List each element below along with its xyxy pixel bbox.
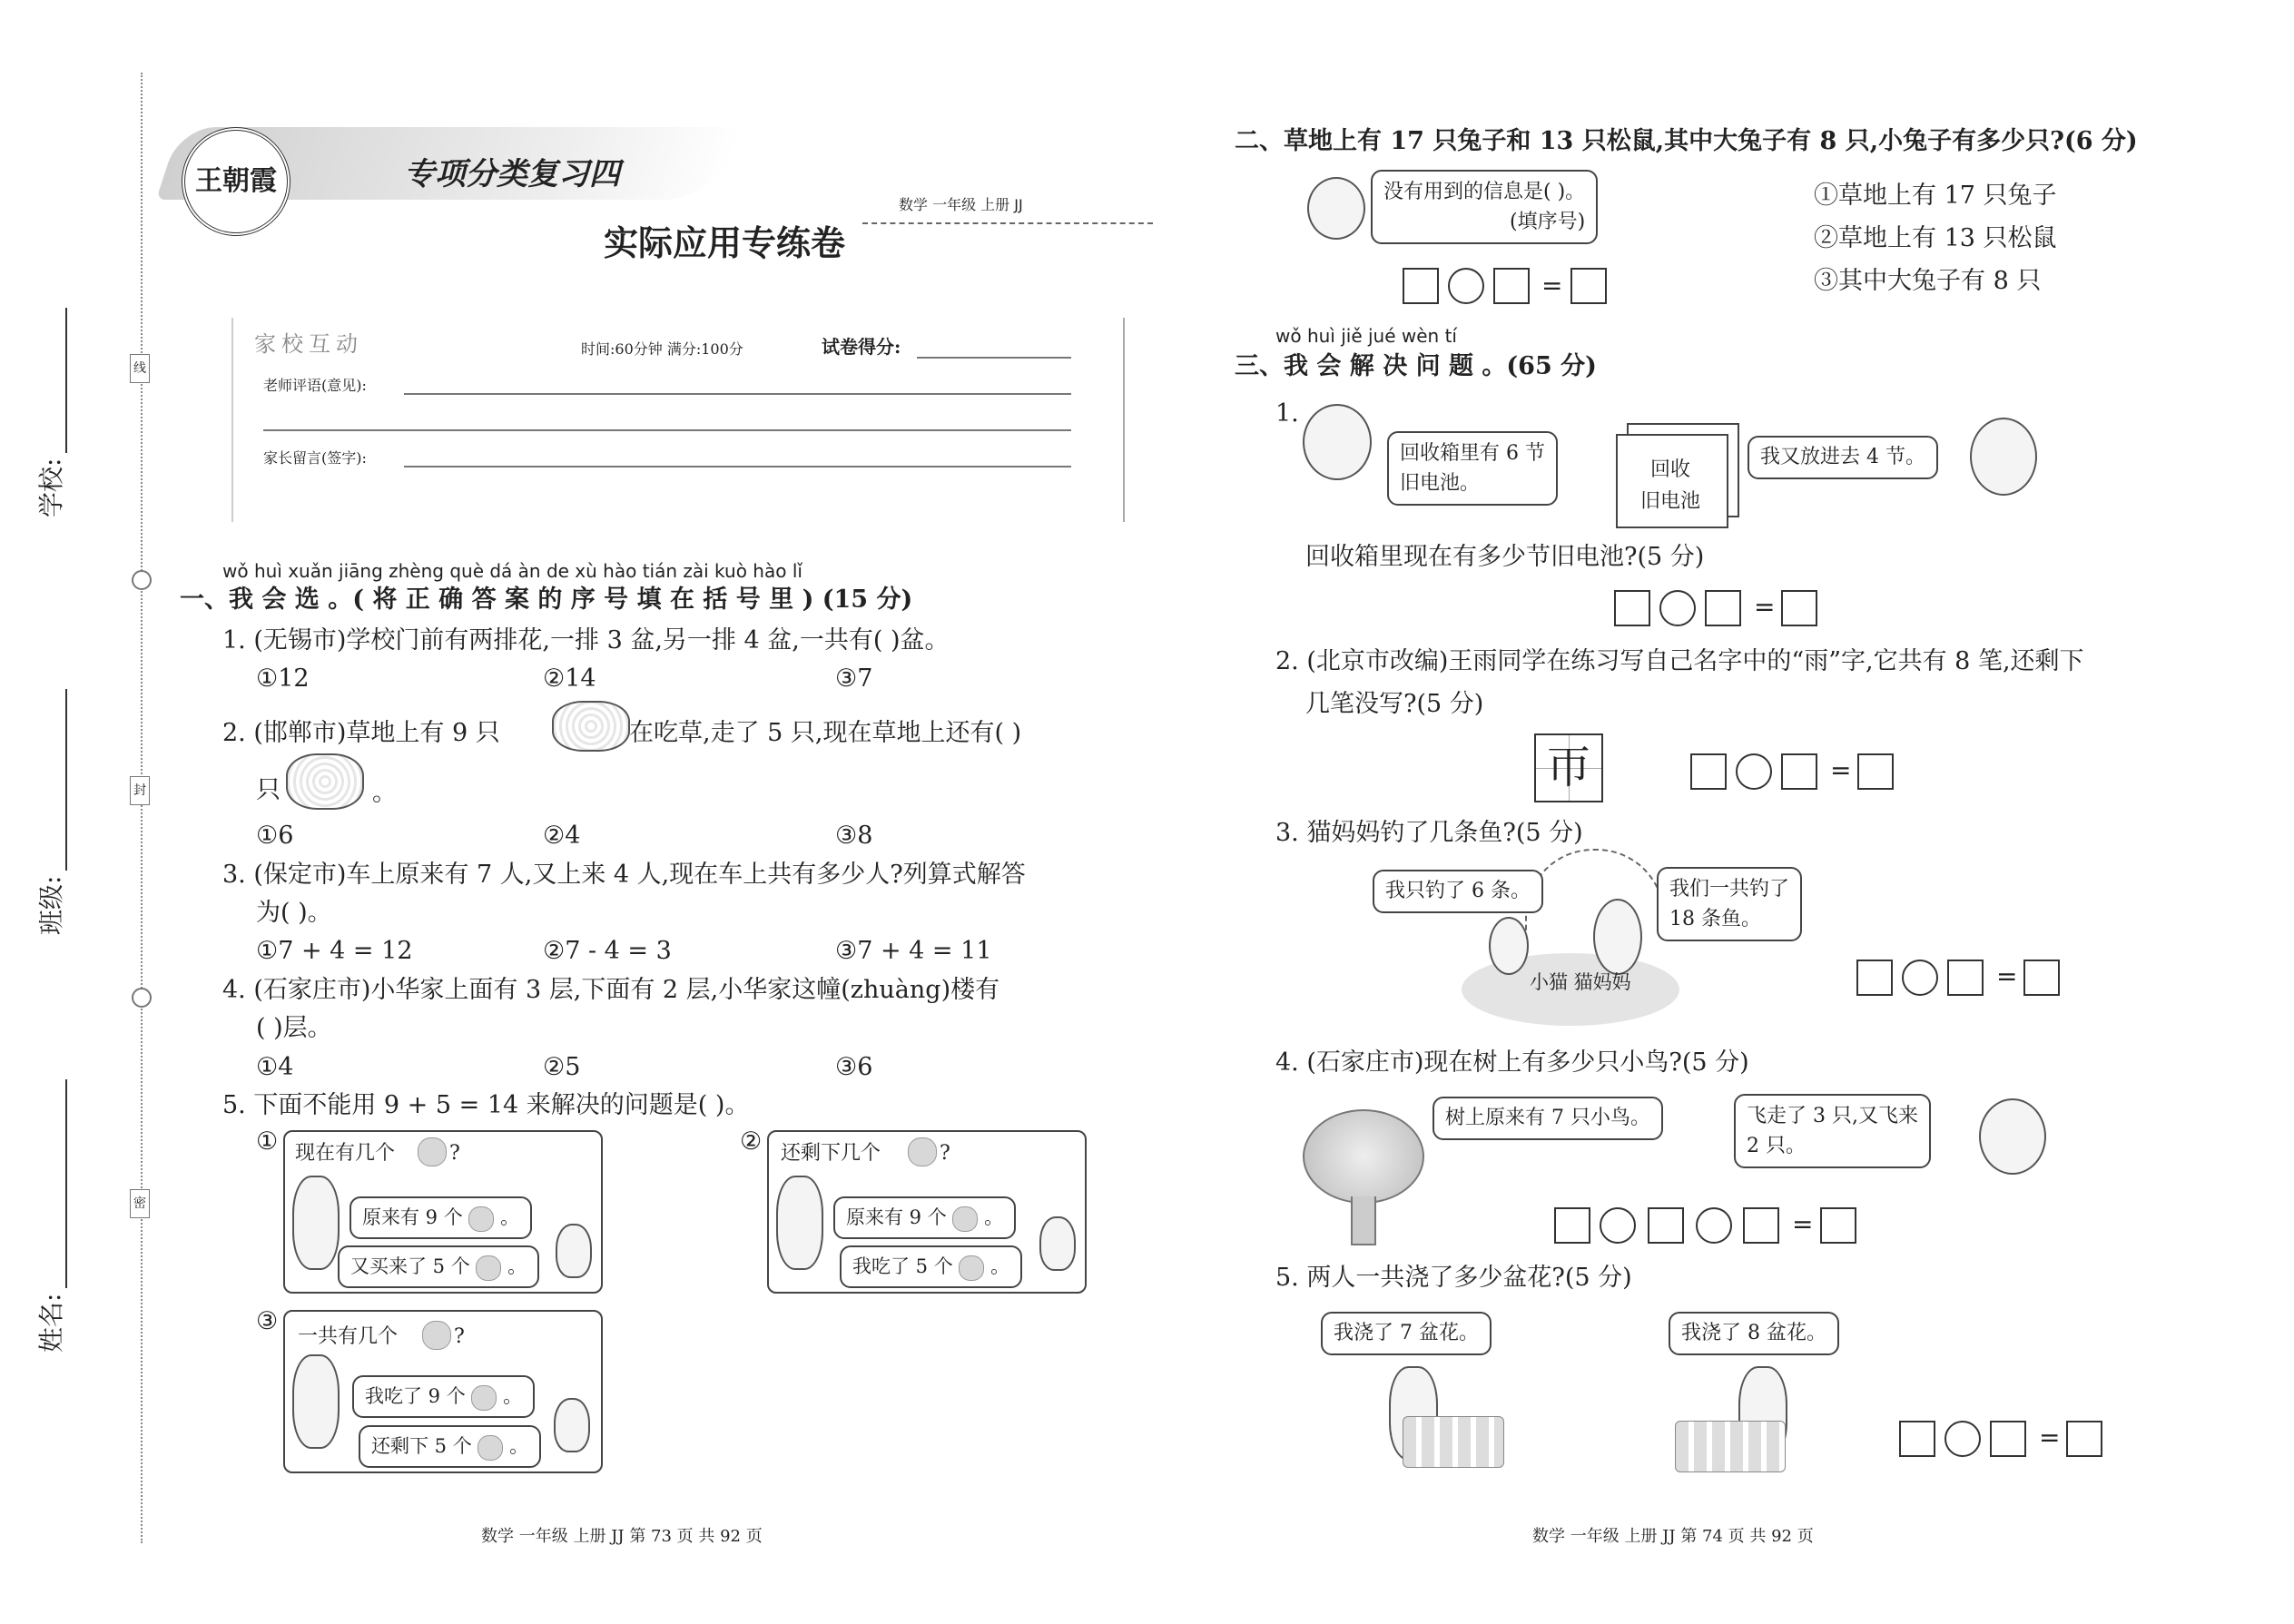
panel-1-bubble-1 <box>350 1196 532 1239</box>
panel-2-bubble-2 <box>840 1245 1022 1288</box>
equals-sign: = <box>1754 592 1776 622</box>
series-title: 专项分类复习四 <box>404 156 620 192</box>
peach-icon <box>422 1321 451 1350</box>
seal-mark-3: 密 <box>130 1189 150 1218</box>
header-dashed-rule <box>862 222 1153 224</box>
period: 。 <box>509 1435 529 1457</box>
recycle-box-label-2: 旧电池 <box>1639 490 1700 514</box>
monkey-icon <box>292 1176 340 1270</box>
flower-pots <box>1403 1416 1504 1468</box>
answer-box[interactable] <box>1403 268 1439 304</box>
q2-opt-2[interactable]: ②4 <box>543 822 581 850</box>
operator-circle[interactable] <box>1944 1421 1981 1457</box>
sec1-pinyin: wǒ huì xuǎn jiāng zhèng què dá àn de xù hào tián zài kuò hào lǐ <box>222 560 802 582</box>
panel-1-top-text: 现在有几个 <box>295 1142 396 1165</box>
p1-bubble-boy-line-2: 旧电池。 <box>1400 472 1481 495</box>
sec2-title: 二、草地上有 17 只兔子和 13 只松鼠,其中大兔子有 8 只,小兔子有多少只?(6 分) <box>1235 127 2138 155</box>
panel-1-bubble-2-text: 又买来了 5 个 <box>350 1255 470 1277</box>
p3-bubble-mother <box>1657 867 1802 941</box>
panel-3-qmark: ? <box>454 1325 465 1348</box>
monkey-icon <box>776 1176 823 1270</box>
peach-icon <box>468 1206 494 1232</box>
answer-box[interactable] <box>1554 1207 1590 1244</box>
answer-box[interactable] <box>1690 753 1727 790</box>
peach-icon <box>418 1137 447 1166</box>
left-footer: 数学 一年级 上册 JJ 第 73 页 共 92 页 <box>481 1527 763 1546</box>
panel-2-qmark: ? <box>940 1142 950 1165</box>
class-field[interactable] <box>36 663 69 935</box>
school-field[interactable] <box>36 290 69 517</box>
equals-sign: = <box>1541 271 1563 300</box>
answer-box[interactable] <box>1705 590 1741 626</box>
rain-char: 帀 <box>1546 743 1590 793</box>
flower-pots <box>1675 1421 1786 1472</box>
peach-icon <box>959 1255 984 1281</box>
q4-opt-3[interactable]: ③6 <box>835 1053 873 1081</box>
p2-text-a: 2. (北京市改编)王雨同学在练习写自己名字中的“雨”字,它共有 8 笔,还剩下 <box>1275 647 2084 675</box>
girl-icon <box>1979 1098 2046 1175</box>
panel-3-bubble-1 <box>352 1375 535 1418</box>
q3-opt-2[interactable]: ②7 - 4 = 3 <box>543 937 672 965</box>
q4-opt-2[interactable]: ②5 <box>543 1053 581 1081</box>
sec2-item-2: ②草地上有 13 只松鼠 <box>1814 224 2057 252</box>
tree-icon <box>1303 1109 1424 1204</box>
class-blank[interactable] <box>65 689 67 871</box>
teacher-comment-label: 老师评语(意见): <box>263 377 367 394</box>
p3-bubble-mother-line-2: 18 条鱼。 <box>1669 908 1761 930</box>
sec2-bubble-line-2: (填序号) <box>1510 211 1586 233</box>
q2-text-d: 。 <box>372 779 397 807</box>
equals-sign: = <box>1792 1209 1814 1239</box>
p3-bubble-mother-line-1: 我们一共钓了 <box>1669 878 1790 901</box>
equals-sign: = <box>1830 755 1852 785</box>
p4-bubble-right-line-2: 2 只。 <box>1747 1135 1806 1157</box>
q1-opt-2[interactable]: ②14 <box>543 664 596 693</box>
p3-text: 3. 猫妈妈钓了几条鱼?(5 分) <box>1275 819 1583 847</box>
p3-bubble-kitten: 我只钓了 6 条。 <box>1373 870 1543 913</box>
score-label: 试卷得分: <box>822 336 901 358</box>
sec2-bubble <box>1371 170 1598 244</box>
q3-text-b: 为( )。 <box>256 899 332 927</box>
sheep-icon <box>286 753 364 810</box>
q1-opt-1[interactable]: ①12 <box>256 664 310 693</box>
period: 。 <box>507 1255 527 1277</box>
q2-text-b: 在吃草,走了 5 只,现在草地上还有( ) <box>629 719 1022 747</box>
p4-bubble-left: 树上原来有 7 只小鸟。 <box>1433 1097 1663 1140</box>
operator-circle[interactable] <box>1736 753 1772 790</box>
p5-bubble-boy: 我浇了 7 盆花。 <box>1321 1312 1492 1355</box>
class-label: 班级: <box>36 875 66 935</box>
girl-icon <box>1307 177 1365 240</box>
sec2-item-1: ①草地上有 17 只兔子 <box>1814 182 2057 210</box>
p2-text-b: 几笔没写?(5 分) <box>1305 690 1484 718</box>
panel-2-top-text: 还剩下几个 <box>781 1142 881 1165</box>
panel-2-bubble-1-text: 原来有 9 个 <box>846 1206 947 1228</box>
q1-opt-3[interactable]: ③7 <box>835 664 873 693</box>
answer-box[interactable] <box>1856 960 1893 996</box>
sec1-title: 一、我 会 选 。( 将 正 确 答 案 的 序 号 填 在 括 号 里 ) (15 分) <box>180 586 913 614</box>
answer-box[interactable] <box>1899 1421 1935 1457</box>
answer-box[interactable] <box>1648 1207 1684 1244</box>
p1-bubble-boy-line-1: 回收箱里有 6 节 <box>1400 442 1545 465</box>
q2-text-a: 2. (邯郸市)草地上有 9 只 <box>222 719 500 747</box>
p1-bubble-boy <box>1387 431 1558 506</box>
panel-1-bubble-2 <box>338 1245 539 1288</box>
recycle-box-label-1: 回收 <box>1649 458 1690 481</box>
monkey-icon <box>292 1354 340 1449</box>
q3-text-a: 3. (保定市)车上原来有 7 人,又上来 4 人,现在车上共有多少人?列算式解答 <box>222 861 1026 889</box>
score-blank[interactable] <box>917 357 1071 359</box>
period: 。 <box>503 1385 523 1407</box>
panel-2-bubble-1 <box>833 1196 1016 1239</box>
rabbit-icon <box>556 1224 592 1278</box>
sec2-item-3: ③其中大兔子有 8 只 <box>1814 267 2042 295</box>
panel-3-number: ③ <box>256 1307 279 1335</box>
panel-1-number: ① <box>256 1127 279 1156</box>
q4-opt-1[interactable]: ①4 <box>256 1053 294 1081</box>
operator-circle[interactable] <box>1600 1207 1636 1244</box>
teacher-comment-line-2[interactable] <box>263 429 1071 431</box>
answer-box[interactable] <box>1493 268 1530 304</box>
operator-circle[interactable] <box>1448 268 1484 304</box>
q5-text: 5. 下面不能用 9 + 5 = 14 来解决的问题是( )。 <box>222 1091 750 1119</box>
brand-logo-text: 王朝霞 <box>195 165 277 197</box>
peach-icon <box>476 1255 501 1281</box>
school-blank[interactable] <box>65 308 67 453</box>
p1-bubble-girl: 我又放进去 4 节。 <box>1748 436 1938 479</box>
q2-opt-3[interactable]: ③8 <box>835 822 873 850</box>
answer-box[interactable] <box>1820 1207 1856 1244</box>
name-field[interactable] <box>36 1062 69 1353</box>
answer-box[interactable] <box>1947 960 1984 996</box>
equals-sign: = <box>2039 1422 2061 1452</box>
panel-2-bubble-2-text: 我吃了 5 个 <box>852 1255 953 1277</box>
mother-cat-icon <box>1593 899 1642 975</box>
binding-hole-2 <box>132 988 152 1008</box>
seal-mark-1: 线 <box>130 354 150 383</box>
brand-logo <box>182 127 290 236</box>
tree-trunk <box>1351 1196 1376 1245</box>
answer-box[interactable] <box>1570 268 1607 304</box>
q3-opt-3[interactable]: ③7 + 4 = 11 <box>835 937 992 965</box>
q4-text-a: 4. (石家庄市)小华家上面有 3 层,下面有 2 层,小华家这幢(zhuàng)楼有 <box>222 976 1000 1004</box>
time-info: 时间:60分钟 满分:100分 <box>581 340 743 358</box>
answer-box[interactable] <box>1990 1421 2026 1457</box>
right-footer: 数学 一年级 上册 JJ 第 74 页 共 92 页 <box>1532 1527 1814 1546</box>
parent-comment-line[interactable] <box>404 466 1071 468</box>
rabbit-icon <box>554 1398 590 1452</box>
q3-opt-1[interactable]: ①7 + 4 = 12 <box>256 937 413 965</box>
p5-bubble-girl: 我浇了 8 盆花。 <box>1669 1312 1839 1355</box>
q1-text: 1. (无锡市)学校门前有两排花,一排 3 盆,另一排 4 盆,一共有( )盆。 <box>222 626 950 655</box>
sec2-bubble-line-1: 没有用到的信息是( )。 <box>1383 181 1586 203</box>
panel-3-bubble-2 <box>359 1425 541 1468</box>
operator-circle[interactable] <box>1659 590 1696 626</box>
equals-sign: = <box>1996 961 2018 991</box>
binding-dotted-line <box>141 73 143 1543</box>
p4-text: 4. (石家庄市)现在树上有多少只小鸟?(5 分) <box>1275 1048 1749 1077</box>
peach-icon <box>952 1206 978 1232</box>
girl-icon <box>1970 418 2037 496</box>
answer-box[interactable] <box>1857 753 1894 790</box>
period: 。 <box>984 1206 1004 1228</box>
sheep-icon <box>552 701 630 752</box>
sec3-title: 三、我 会 解 决 问 题 。(65 分) <box>1235 352 1597 380</box>
p1-question: 回收箱里现在有多少节旧电池?(5 分) <box>1305 543 1705 571</box>
q2-opt-1[interactable]: ①6 <box>256 822 294 850</box>
sec3-pinyin: wǒ huì jiě jué wèn tí <box>1275 325 1457 347</box>
peach-icon <box>471 1385 497 1411</box>
operator-circle[interactable] <box>1902 960 1938 996</box>
main-title: 实际应用专练卷 <box>604 222 846 263</box>
answer-box[interactable] <box>1614 590 1650 626</box>
answer-box[interactable] <box>1743 1207 1779 1244</box>
q4-text-b: ( )层。 <box>256 1014 332 1042</box>
panel-2-number: ② <box>740 1127 763 1156</box>
q2-text-c: 只 <box>256 776 281 804</box>
panel-1-qmark: ? <box>449 1142 460 1165</box>
school-label: 学校: <box>36 458 66 517</box>
rain-char-grid <box>1534 733 1603 802</box>
p4-bubble-right <box>1734 1094 1931 1168</box>
period: 。 <box>990 1255 1010 1277</box>
panel-3-top-text: 一共有几个 <box>298 1325 399 1348</box>
binding-hole-1 <box>132 570 152 590</box>
name-blank[interactable] <box>65 1079 67 1288</box>
panel-3-bubble-1-text: 我吃了 9 个 <box>365 1385 466 1407</box>
teacher-comment-line-1[interactable] <box>404 393 1071 395</box>
p3-caption: 小猫 猫妈妈 <box>1530 971 1631 993</box>
answer-box[interactable] <box>1781 590 1817 626</box>
p5-text: 5. 两人一共浇了多少盆花?(5 分) <box>1275 1264 1632 1292</box>
operator-circle[interactable] <box>1696 1207 1732 1244</box>
parent-comment-label: 家长留言(签字): <box>263 449 367 467</box>
p4-bubble-right-line-1: 飞走了 3 只,又飞来 <box>1747 1105 1918 1127</box>
period: 。 <box>500 1206 520 1228</box>
answer-box[interactable] <box>2023 960 2060 996</box>
panel-1-bubble-1-text: 原来有 9 个 <box>362 1206 463 1228</box>
jiaxiao-label: 家校互动 <box>254 331 363 357</box>
panel-3-bubble-2-text: 还剩下 5 个 <box>371 1435 472 1457</box>
recycle-box-label <box>1616 454 1725 517</box>
name-label: 姓名: <box>36 1293 66 1353</box>
p1-number: 1. <box>1275 399 1299 428</box>
answer-box[interactable] <box>1781 753 1817 790</box>
peach-icon <box>908 1137 937 1166</box>
subject-tag: 数学 一年级 上册 JJ <box>899 196 1023 213</box>
boy-icon <box>1303 404 1372 480</box>
peach-icon <box>478 1435 503 1461</box>
answer-box[interactable] <box>2066 1421 2102 1457</box>
kitten-icon <box>1489 917 1529 975</box>
seal-mark-2: 封 <box>130 776 150 805</box>
rabbit-icon <box>1039 1216 1076 1271</box>
